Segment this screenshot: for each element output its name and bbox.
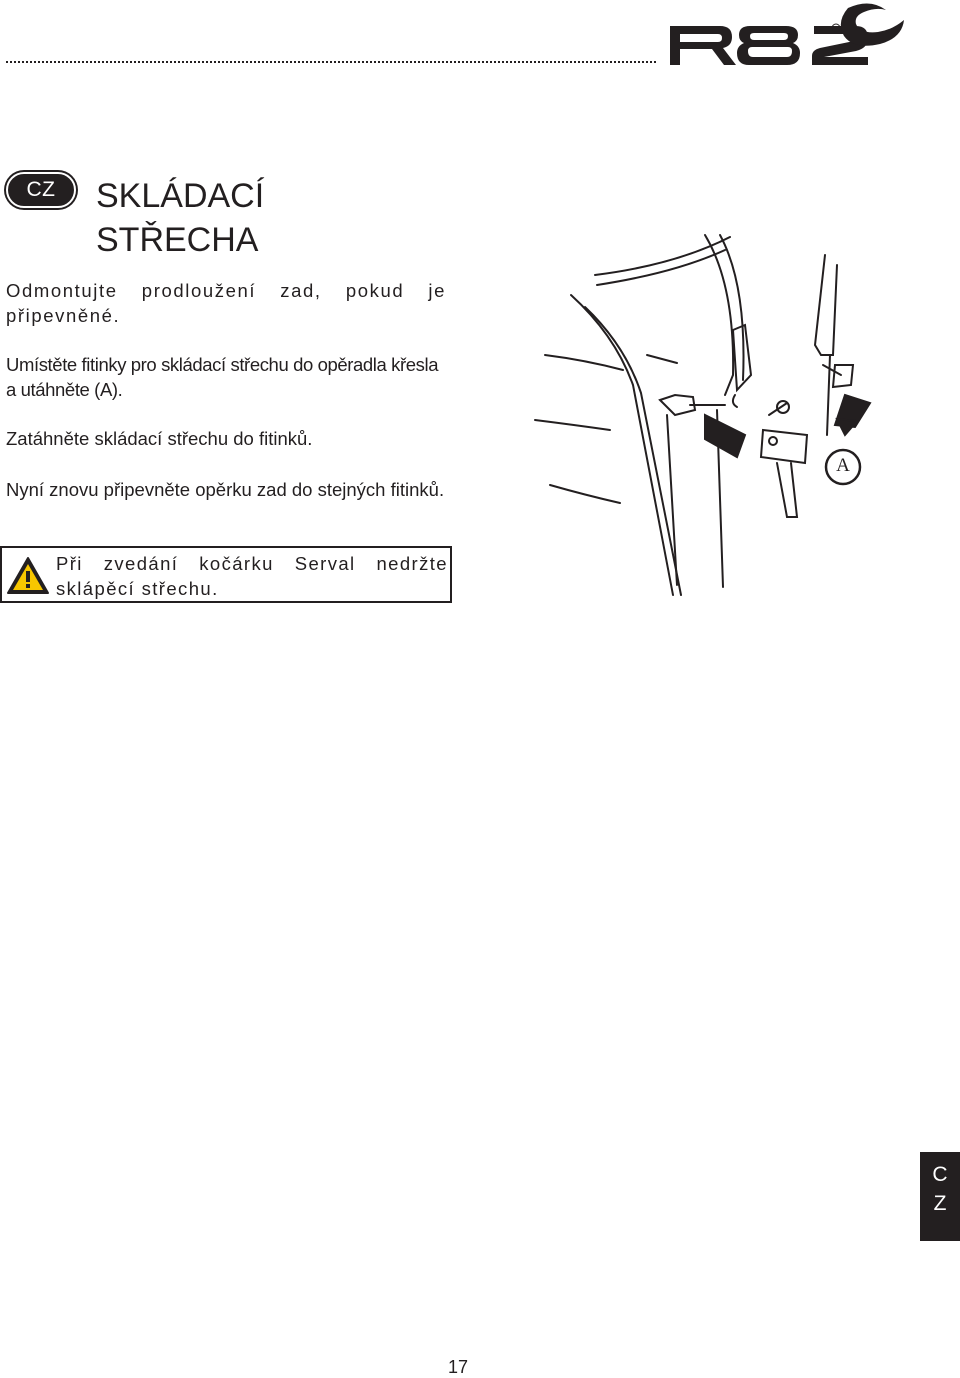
title-line-1: SKLÁDACÍ: [96, 177, 265, 215]
side-tab-letter-1: C: [932, 1163, 948, 1186]
side-tab-letter-2: Z: [933, 1192, 947, 1215]
page-title: [96, 174, 396, 262]
page-number: 17: [447, 1357, 469, 1377]
callout-label-a: A: [836, 455, 850, 476]
warning-box: [0, 546, 452, 603]
header-dotted-rule: [6, 61, 656, 63]
instruction-2: Umístěte fitinky pro skládací střechu do opěradla křesla a utáhněte (A).: [6, 354, 439, 400]
instruction-4: Nyní znovu připevněte opěrku zad do stejných fitinků.: [6, 479, 445, 500]
instruction-1: Odmontujte prodloužení zad, pokud je připevněné.: [6, 280, 446, 326]
instruction-3: Zatáhněte skládací střechu do fitinků.: [6, 428, 313, 449]
language-side-tab: [920, 1152, 960, 1241]
canopy-fitting-illustration: [525, 225, 955, 600]
language-badge: CZ: [6, 172, 76, 208]
warning-triangle-icon: [6, 556, 50, 596]
title-line-2: STŘECHA: [96, 221, 259, 259]
warning-text: Při zvedání kočárku Serval nedržte sklápěcí střechu.: [56, 553, 448, 599]
r82-logo-icon: [664, 2, 914, 70]
